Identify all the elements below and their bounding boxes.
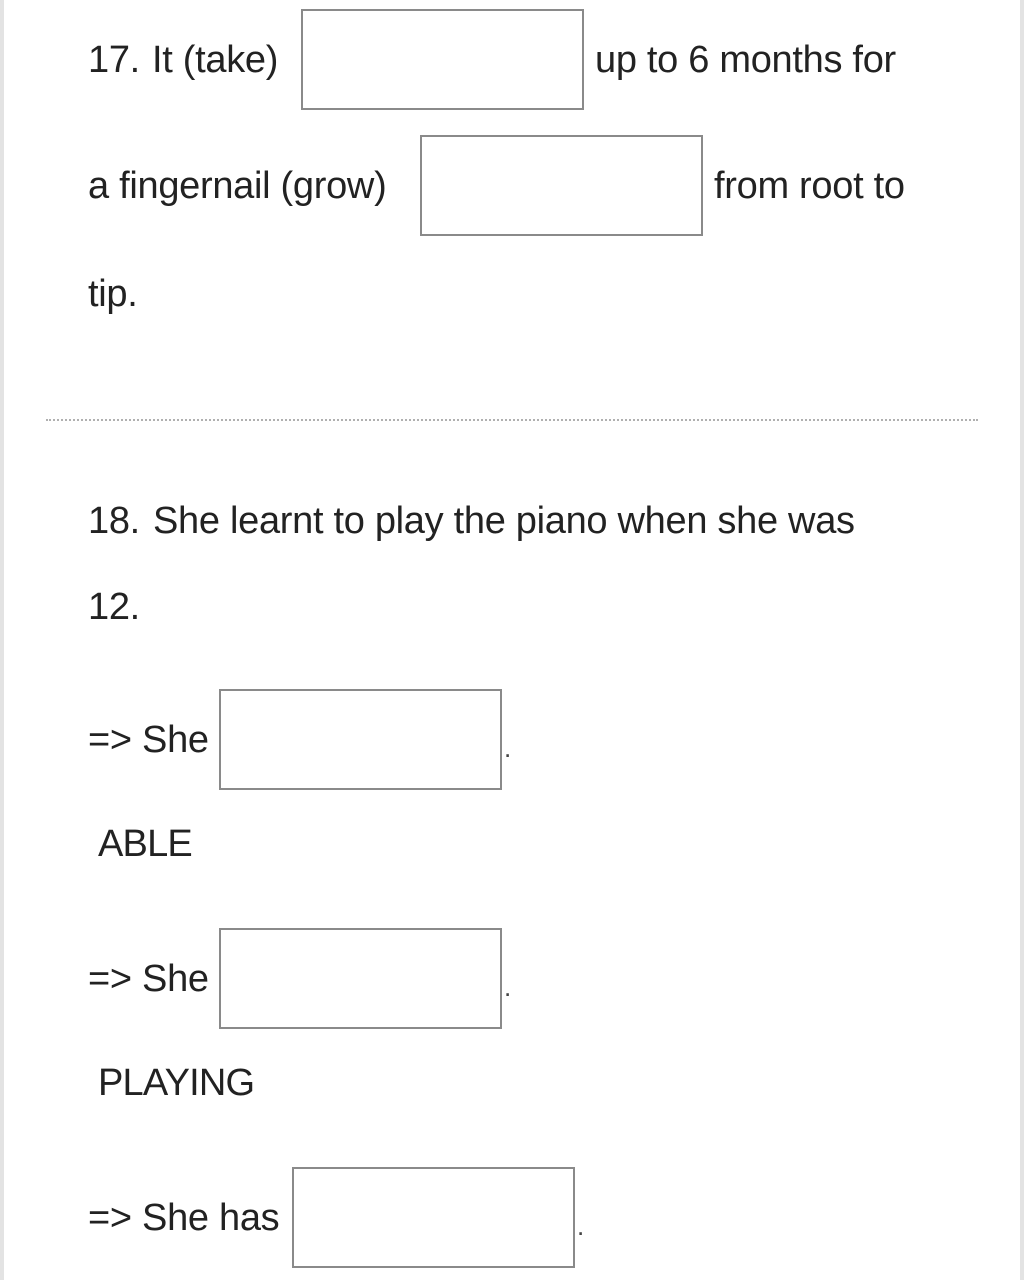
keyword-able: ABLE	[98, 823, 192, 865]
question-divider	[46, 419, 978, 421]
question-17-verb-grow: a fingernail (grow)	[88, 165, 387, 207]
q18-answer-input-2[interactable]	[219, 928, 502, 1029]
question-18-sentence-line-1: She learnt to play the piano when she was	[153, 500, 855, 542]
left-frame-border	[0, 0, 4, 1280]
question-17-text-end: tip.	[88, 273, 138, 315]
q18-answer-input-3[interactable]	[292, 1167, 575, 1268]
right-frame-border	[1020, 0, 1024, 1280]
question-17-text-after-2: from root to	[714, 165, 905, 207]
answer-1-period: .	[504, 733, 512, 763]
question-18-number: 18.	[88, 500, 140, 542]
answer-2-period: .	[504, 972, 512, 1002]
answer-1-prefix: => She	[88, 719, 209, 761]
keyword-playing: PLAYING	[98, 1062, 255, 1104]
q17-answer-input-1[interactable]	[301, 9, 584, 110]
question-17-number: 17.	[88, 39, 140, 81]
answer-3-period: .	[577, 1211, 585, 1241]
answer-2-prefix: => She	[88, 958, 209, 1000]
question-18-sentence-line-2: 12.	[88, 586, 140, 628]
q17-answer-input-2[interactable]	[420, 135, 703, 236]
q18-answer-input-1[interactable]	[219, 689, 502, 790]
answer-3-prefix: => She has	[88, 1197, 280, 1239]
question-17-verb-take: It (take)	[152, 39, 279, 81]
question-17-text-after-1: up to 6 months for	[595, 39, 896, 81]
